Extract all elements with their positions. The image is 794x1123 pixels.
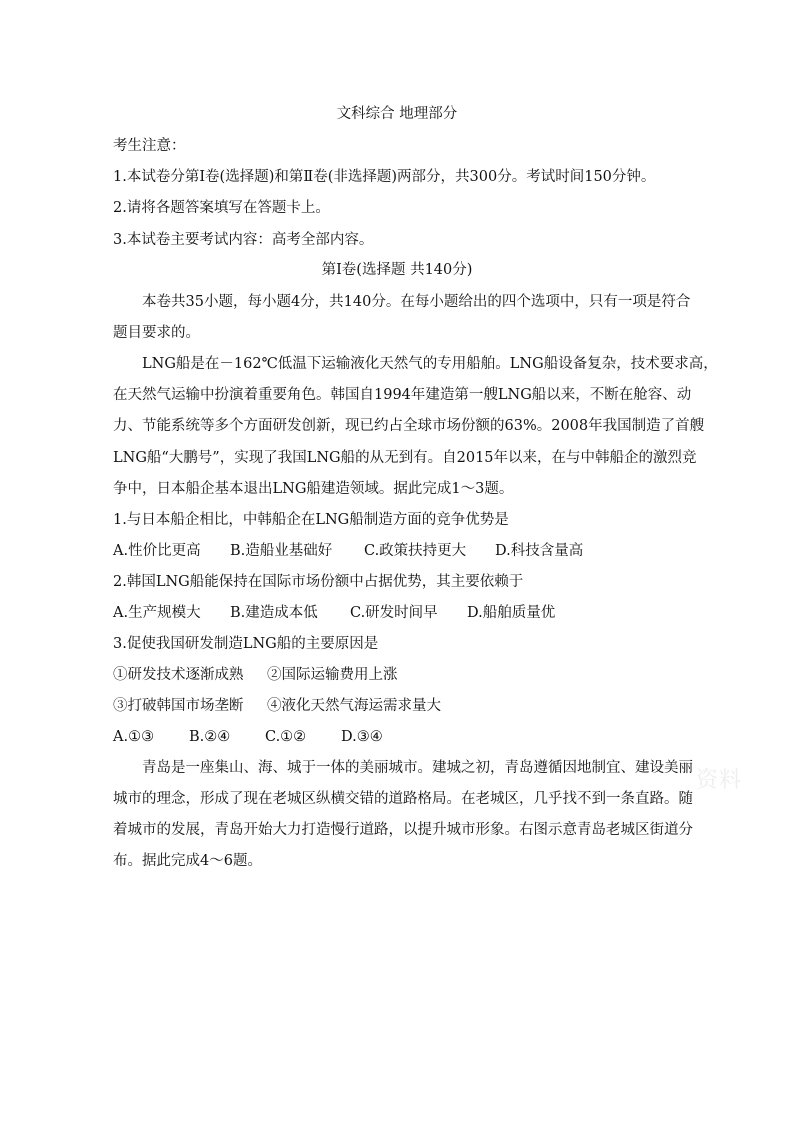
notice-item-2: 2.请将各题答案填写在答题卡上。 <box>113 200 330 216</box>
page-title: 文科综合 地理部分 <box>336 106 458 122</box>
passage-line: 城市的理念，形成了现在老城区纵横交错的道路格局。在老城区，几乎找不到一条直路。随 <box>113 791 693 807</box>
question-1-option-c[interactable]: C.政策扶持更大 <box>364 543 467 559</box>
question-3-statement: ①研发技术逐渐成熟 <box>113 667 244 683</box>
passage-line: 青岛是一座集山、海、城于一体的美丽城市。建城之初，青岛遵循因地制宜、建设美丽 <box>142 760 693 776</box>
question-1-option-d[interactable]: D.科技含量高 <box>495 543 584 559</box>
question-3-option-c[interactable]: C.①② <box>265 729 307 745</box>
question-3-option-b[interactable]: B.②④ <box>189 729 231 745</box>
notice-item-3: 3.本试卷主要考试内容：高考全部内容。 <box>113 232 374 248</box>
question-3-statement: ③打破韩国市场垄断 <box>113 698 244 714</box>
question-2-option-b[interactable]: B.建造成本低 <box>230 605 318 621</box>
question-2-option-d[interactable]: D.船舶质量优 <box>467 605 556 621</box>
notice-heading: 考生注意： <box>113 138 186 154</box>
question-3-stem: 3.促使我国研发制造LNG船的主要原因是 <box>113 636 379 652</box>
passage-line: LNG船是在－162℃低温下运输液化天然气的专用船舶。LNG船设备复杂，技术要求高， <box>142 356 718 372</box>
notice-item-1: 1.本试卷分第Ⅰ卷(选择题)和第Ⅱ卷(非选择题)两部分，共300分。考试时间150分钟。 <box>113 169 656 185</box>
passage-line: 力、节能系统等多个方面研发创新，现已约占全球市场份额的63%。2008年我国制造了首艘 <box>113 418 705 434</box>
question-2-option-c[interactable]: C.研发时间早 <box>350 605 438 621</box>
question-3-option-d[interactable]: D.③④ <box>341 729 383 745</box>
question-3-option-a[interactable]: A.①③ <box>113 729 155 745</box>
passage-line: 在天然气运输中扮演着重要角色。韩国自1994年建造第一艘LNG船以来，不断在舱容、动 <box>113 387 692 403</box>
question-1-stem: 1.与日本船企相比，中韩船企在LNG船制造方面的竞争优势是 <box>113 512 509 528</box>
passage-line: 着城市的发展，青岛开始大力打造慢行道路，以提升城市形象。右图示意青岛老城区街道分 <box>113 822 693 838</box>
watermark: 资料 <box>696 768 743 793</box>
question-1-option-a[interactable]: A.性价比更高 <box>113 543 201 559</box>
question-2-option-a[interactable]: A.生产规模大 <box>113 605 201 621</box>
section-intro-line: 本卷共35小题，每小题4分，共140分。在每小题给出的四个选项中，只有一项是符合 <box>142 294 691 310</box>
question-3-statement: ②国际运输费用上涨 <box>267 667 398 683</box>
question-3-statement: ④液化天然气海运需求量大 <box>267 698 441 714</box>
question-1-option-b[interactable]: B.造船业基础好 <box>230 543 333 559</box>
passage-line: LNG船“大鹏号”，实现了我国LNG船的从无到有。自2015年以来，在与中韩船企的激烈竞 <box>113 450 697 466</box>
section-intro-line: 题目要求的。 <box>113 325 200 341</box>
question-2-stem: 2.韩国LNG船能保持在国际市场份额中占据优势，其主要依赖于 <box>113 574 524 590</box>
passage-line: 争中，日本船企基本退出LNG船建造领域。据此完成1～3题。 <box>113 481 514 497</box>
passage-line: 布。据此完成4～6题。 <box>113 853 262 869</box>
section-title: 第Ⅰ卷(选择题 共140分) <box>321 262 473 278</box>
